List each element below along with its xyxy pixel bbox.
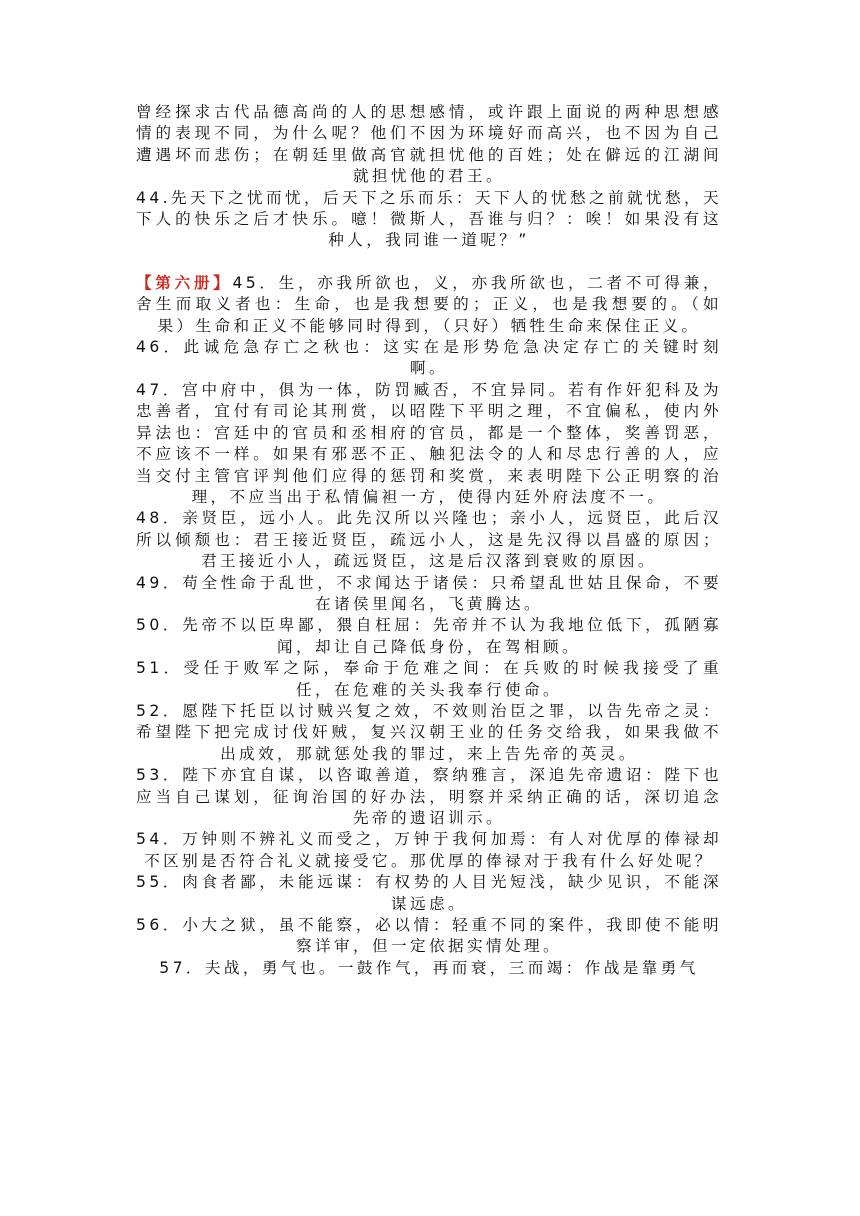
entry-47: 47．宫中府中，俱为一体，防罚臧否，不宜异同。若有作奸犯科及为忠善者，宜付有司论其刑赏，以昭陛下平明之理，不宜偏私，使内外异法也：宫廷中的官员和丞相府的官员，都是一个整体，奖善罚恶，不应该不一样。如果有邪恶不正、触犯法令的人和尽忠行善的人，应当交付主管官评判他们应得的惩罚和奖赏，来表明陛下公正明察的治理，不应当出于私情偏袒一方，使得内廷外府法度不一。: [136, 380, 722, 506]
entry-48: 48．亲贤臣，远小人。此先汉所以兴隆也；亲小人，远贤臣，此后汉所以倾颓也：君王接近贤臣，疏远小人，这是先汉得以昌盛的原因；君王接近小人，疏远贤臣，这是后汉落到衰败的原因。: [136, 509, 722, 571]
entry-51: 51．受任于败军之际，奉命于危难之间：在兵败的时候我接受了重任，在危难的关头我奉行使命。: [136, 659, 722, 699]
entry-46: 46．此诚危急存亡之秋也：这实在是形势危急决定存亡的关键时刻啊。: [136, 338, 722, 378]
entry-53: 53．陛下亦宜自谋，以咨诹善道，察纳雅言，深追先帝遗诏：陛下也应当自己谋划，征询治国的好办法，明察并采纳正确的话，深切追念先帝的遗诏训示。: [136, 766, 722, 827]
section-spacer: [136, 252, 722, 273]
entry-56: 56．小大之狱，虽不能察，必以情：轻重不同的案件，我即使不能明察详审，但一定依据实情处理。: [136, 916, 722, 956]
entry-45-text: 45．生，亦我所欲也，义，亦我所欲也，二者不可得兼，舍生而取义者也：生命，也是我想要的；正义，也是我想要的。（如果）生命和正义不能够同时得到，（只好）牺牲生命来保住正义。: [136, 273, 722, 335]
section-tag: 【第六册】: [136, 273, 233, 292]
entry-57: 57．夫战，勇气也。一鼓作气，再而衰，三而竭：作战是靠勇气: [159, 958, 699, 977]
entry-45: [136, 273, 722, 337]
entry-55: 55．肉食者鄙，未能远谋：有权势的人目光短浅，缺少见识，不能深谋远虑。: [136, 873, 722, 913]
entry-52: 52．愿陛下托臣以讨贼兴复之效，不效则治臣之罪，以告先帝之灵：希望陛下把完成讨伐奸贼，复兴汉朝王业的任务交给我，如果我做不出成效，那就惩处我的罪过，来上告先帝的英灵。: [136, 701, 722, 763]
document-page: [136, 102, 722, 979]
intro-paragraph-1: 曾经探求古代品德高尚的人的思想感情，或许跟上面说的两种思想感情的表现不同，为什么呢？他们不因为环境好而高兴，也不因为自己遭遇坏而悲伤；在朝廷里做高官就担忧他的百姓；处在僻远的江湖间就担忧他的君王。: [136, 103, 722, 186]
entry-49: 49．苟全性命于乱世，不求闻达于诸侯：只希望乱世姑且保命，不要在诸侯里闻名，飞黄腾达。: [136, 573, 722, 613]
entry-54: 54．万钟则不辨礼义而受之，万钟于我何加焉：有人对优厚的俸禄却不区别是否符合礼义就接受它。那优厚的俸禄对于我有什么好处呢？: [136, 830, 722, 870]
entry-44: 44.先天下之忧而忧，后天下之乐而乐：天下人的忧愁之前就忧愁，天下人的快乐之后才快乐。噫！微斯人，吾谁与归？：唉！如果没有这种人，我同谁一道呢？”: [136, 188, 722, 250]
entry-50: 50．先帝不以臣卑鄙，猥自枉屈：先帝并不认为我地位低下，孤陋寡闻，却让自己降低身份，在驾相顾。: [136, 616, 722, 656]
